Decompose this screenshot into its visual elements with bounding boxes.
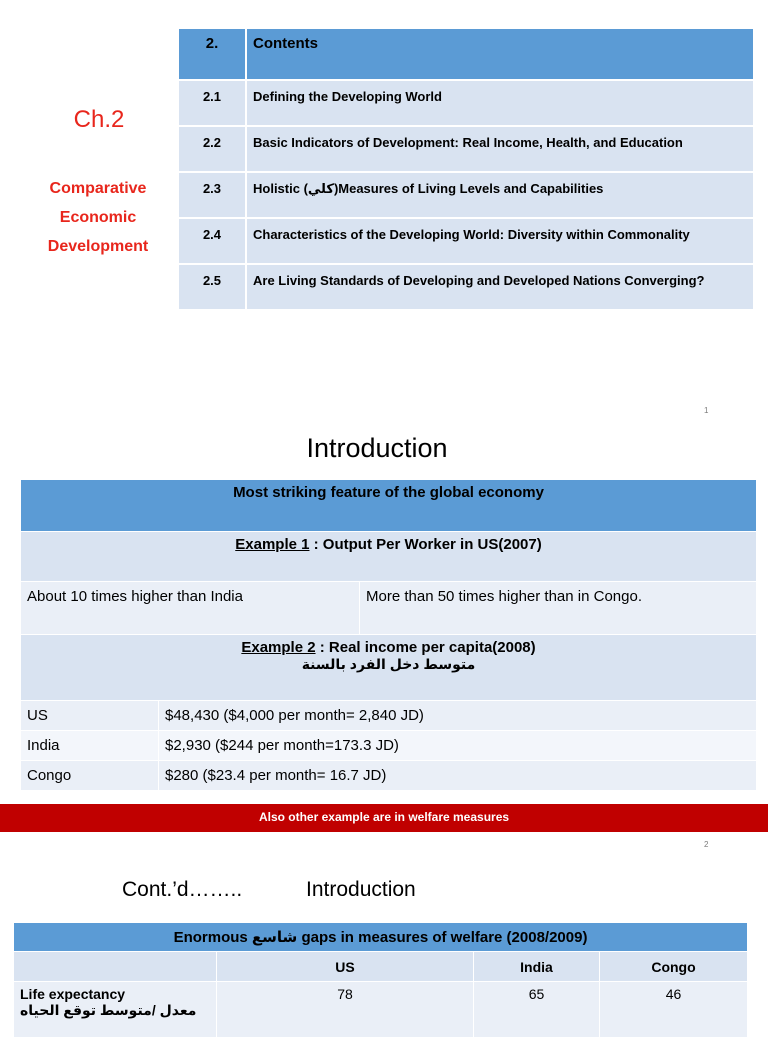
page-number: 2 (704, 840, 709, 849)
country-name: India (21, 731, 159, 761)
column-header-row (14, 952, 748, 982)
section-title: Basic Indicators of Development: Real Income, Health, and Education (246, 126, 753, 172)
value-us: 78 (217, 982, 474, 1038)
global-economy-table (20, 479, 757, 791)
subtitle-line: Economic (59, 209, 137, 226)
chapter-title: Ch.2 (73, 106, 125, 133)
table-row (21, 731, 757, 761)
column-header-us: US (217, 952, 474, 982)
section-number: 2.4 (179, 218, 246, 264)
section-number: 2.2 (179, 126, 246, 172)
example-label: Example 1 (235, 536, 310, 553)
row-label-ar: معدل /متوسط توقع الحياه (20, 1002, 197, 1018)
section-title: Are Living Standards of Developing and Developed Nations Converging? (246, 264, 753, 310)
table-row (21, 761, 757, 791)
contents-table (179, 29, 753, 311)
welfare-table (13, 922, 748, 1038)
contents-row (179, 80, 753, 126)
section-title: Defining the Developing World (246, 80, 753, 126)
table-header: Most striking feature of the global economy (21, 480, 757, 532)
contents-row (179, 172, 753, 218)
column-header-congo: Congo (600, 952, 748, 982)
section-title: Holistic (كلي)Measures of Living Levels and Capabilities (246, 172, 753, 218)
contents-row (179, 126, 753, 172)
country-income: $280 ($23.4 per month= 16.7 JD) (159, 761, 757, 791)
contents-row (179, 264, 753, 310)
page-number: 1 (704, 406, 709, 415)
welfare-banner: Also other example are in welfare measures (0, 804, 768, 832)
column-header-india: India (474, 952, 600, 982)
example-text: : Real income per capita(2008) (315, 639, 536, 656)
contents-row (179, 218, 753, 264)
example-text: : Output Per Worker in US(2007) (309, 536, 542, 553)
example-label: Example 2 (241, 639, 316, 656)
contents-header-row (179, 29, 753, 80)
continued-label: Cont.’d…….. (122, 878, 243, 901)
section-number: 2.1 (179, 80, 246, 126)
subtitle-line: Development (47, 238, 149, 255)
contents-header-num: 2. (179, 29, 246, 80)
contents-header-title: Contents (246, 29, 753, 80)
table-row (21, 701, 757, 731)
comparison-india: About 10 times higher than India (21, 582, 360, 635)
value-india: 65 (474, 982, 600, 1038)
country-name: Congo (21, 761, 159, 791)
chapter-subtitle (30, 174, 166, 261)
table-row (14, 982, 748, 1038)
subtitle-line: Comparative (49, 180, 147, 197)
example-arabic-text: متوسط دخل الفرد بالسنة (301, 656, 476, 672)
comparison-congo: More than 50 times higher than in Congo. (360, 582, 757, 635)
section-number: 2.5 (179, 264, 246, 310)
country-name: US (21, 701, 159, 731)
row-label (14, 982, 217, 1038)
section-title: Characteristics of the Developing World: Diversity within Commonality (246, 218, 753, 264)
country-income: $48,430 ($4,000 per month= 2,840 JD) (159, 701, 757, 731)
row-label-en: Life expectancy (20, 986, 126, 1002)
slide-title: Introduction (306, 878, 416, 901)
welfare-table-header: Enormous شاسع gaps in measures of welfare (2008/2009) (14, 923, 748, 952)
section-number: 2.3 (179, 172, 246, 218)
example-2-heading (21, 635, 757, 701)
country-income: $2,930 ($244 per month=173.3 JD) (159, 731, 757, 761)
column-header-blank (14, 952, 217, 982)
example-1-heading (21, 532, 757, 582)
value-congo: 46 (600, 982, 748, 1038)
slide-title: Introduction (306, 433, 448, 463)
